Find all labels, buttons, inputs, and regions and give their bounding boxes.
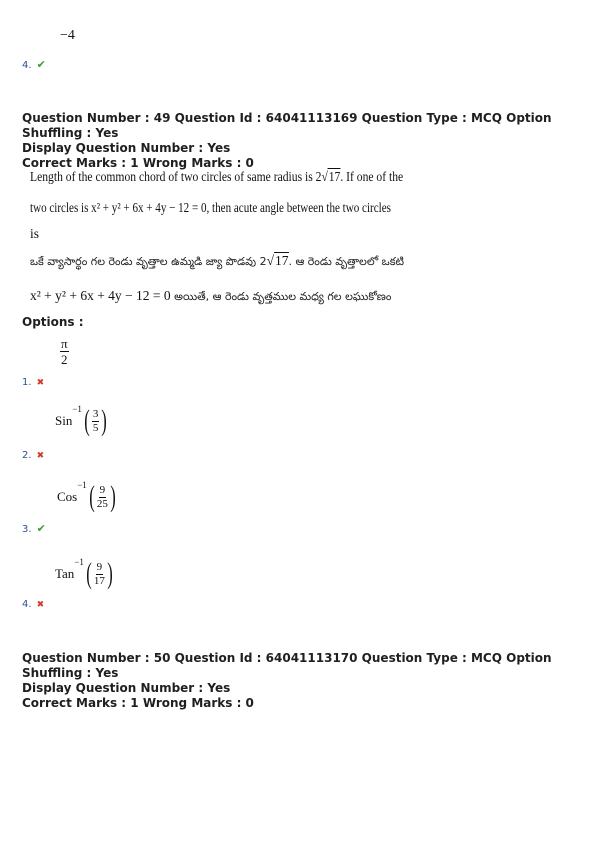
fraction-numerator: 9 [99, 483, 106, 496]
question-text-part: . If one of the [340, 169, 404, 184]
options-label: Options : [22, 315, 84, 329]
function-name: Cos [57, 489, 78, 504]
left-paren: ( [86, 557, 92, 590]
wrong-cross-icon: ✖ [36, 378, 45, 388]
fraction [94, 562, 105, 587]
option-3-content [57, 480, 118, 514]
question-49-header [22, 111, 587, 171]
option-number: 1. [22, 377, 32, 388]
wrong-cross-icon: ✖ [36, 451, 45, 461]
sqrt-symbol: √17 [266, 253, 289, 268]
left-paren: ( [89, 480, 95, 513]
fraction [60, 337, 69, 366]
question-text-part: two circles is x² + y² + 6x + 4y − 12 = 0, then acute angle between the two circles [30, 200, 391, 215]
question-text-part: is [30, 226, 40, 241]
option-2-marker [22, 443, 44, 462]
question-text-part: ఒకే వ్యాసార్థం గల రెండు వృత్తాల ఉమ్మడి జ్యా పొడవు 2 [30, 255, 267, 268]
option-3-marker [22, 517, 46, 536]
function-name: Tan [55, 566, 75, 581]
fraction-numerator: 3 [92, 407, 99, 420]
fraction [97, 485, 108, 510]
right-paren: ) [107, 557, 113, 590]
sqrt-radicand: 17 [275, 253, 289, 268]
fraction-denominator: 2 [61, 352, 68, 367]
function-name: Sin [55, 413, 73, 428]
question-49-marks: Correct Marks : 1 Wrong Marks : 0 [22, 156, 254, 170]
fraction-denominator: 25 [96, 497, 108, 510]
previous-option-4 [22, 53, 46, 72]
question-50-display-number: Display Question Number : Yes [22, 681, 231, 695]
question-49-text-english-line3 [30, 226, 39, 242]
fraction-numerator: 9 [96, 560, 103, 573]
wrong-cross-icon: ✖ [36, 600, 45, 610]
question-50-info: Question Number : 50 Question Id : 64041113170 Question Type : MCQ Option Shuffling : Yes [22, 651, 552, 680]
function-inverse-sup: −1 [74, 557, 84, 567]
question-text-part: . ఆ రెండు వృత్తాలలో ఒకటి [288, 255, 404, 268]
option-1-marker [22, 370, 44, 389]
left-paren: ( [84, 404, 90, 437]
question-49-info: Question Number : 49 Question Id : 64041113169 Question Type : MCQ Option Shuffling : Yes [22, 111, 552, 140]
option-4-content [55, 557, 115, 591]
question-49-text-telugu-line2 [30, 285, 590, 306]
option-number: 4. [22, 599, 32, 610]
sqrt-radicand: 17 [328, 169, 341, 184]
fraction-numerator: π [61, 336, 68, 351]
fraction-denominator: 17 [93, 574, 105, 587]
option-number: 3. [22, 524, 32, 535]
option-2-content [55, 404, 109, 438]
option-number: 4. [22, 60, 32, 71]
fraction-denominator: 5 [92, 421, 99, 434]
right-paren: ) [110, 480, 116, 513]
correct-check-icon: ✔ [36, 58, 46, 71]
question-49-text-english-line2 [30, 200, 489, 216]
fraction [92, 409, 100, 434]
sqrt-symbol: √17 [321, 169, 341, 184]
question-49-display-number: Display Question Number : Yes [22, 141, 231, 155]
circle-equation: x² + y² + 6x + 4y − 12 = 0 [30, 288, 171, 303]
question-49-text-english [30, 169, 477, 185]
question-text-part: అయితే, ఆ రెండు వృత్తముల మధ్య గల లఘుకోణం [170, 290, 392, 303]
function-inverse-sup: −1 [77, 480, 87, 490]
question-49-text-telugu [30, 253, 590, 271]
option-number: 2. [22, 450, 32, 461]
question-50-marks: Correct Marks : 1 Wrong Marks : 0 [22, 696, 254, 710]
right-paren: ) [101, 404, 108, 437]
function-inverse-sup: −1 [72, 404, 82, 414]
option-4-marker [22, 592, 44, 611]
option-1-content [60, 337, 69, 366]
question-text-part: Length of the common chord of two circles of same radius is 2 [30, 169, 322, 184]
question-50-header [22, 651, 587, 711]
correct-check-icon: ✔ [36, 522, 46, 535]
previous-option-value: −4 [60, 28, 75, 43]
